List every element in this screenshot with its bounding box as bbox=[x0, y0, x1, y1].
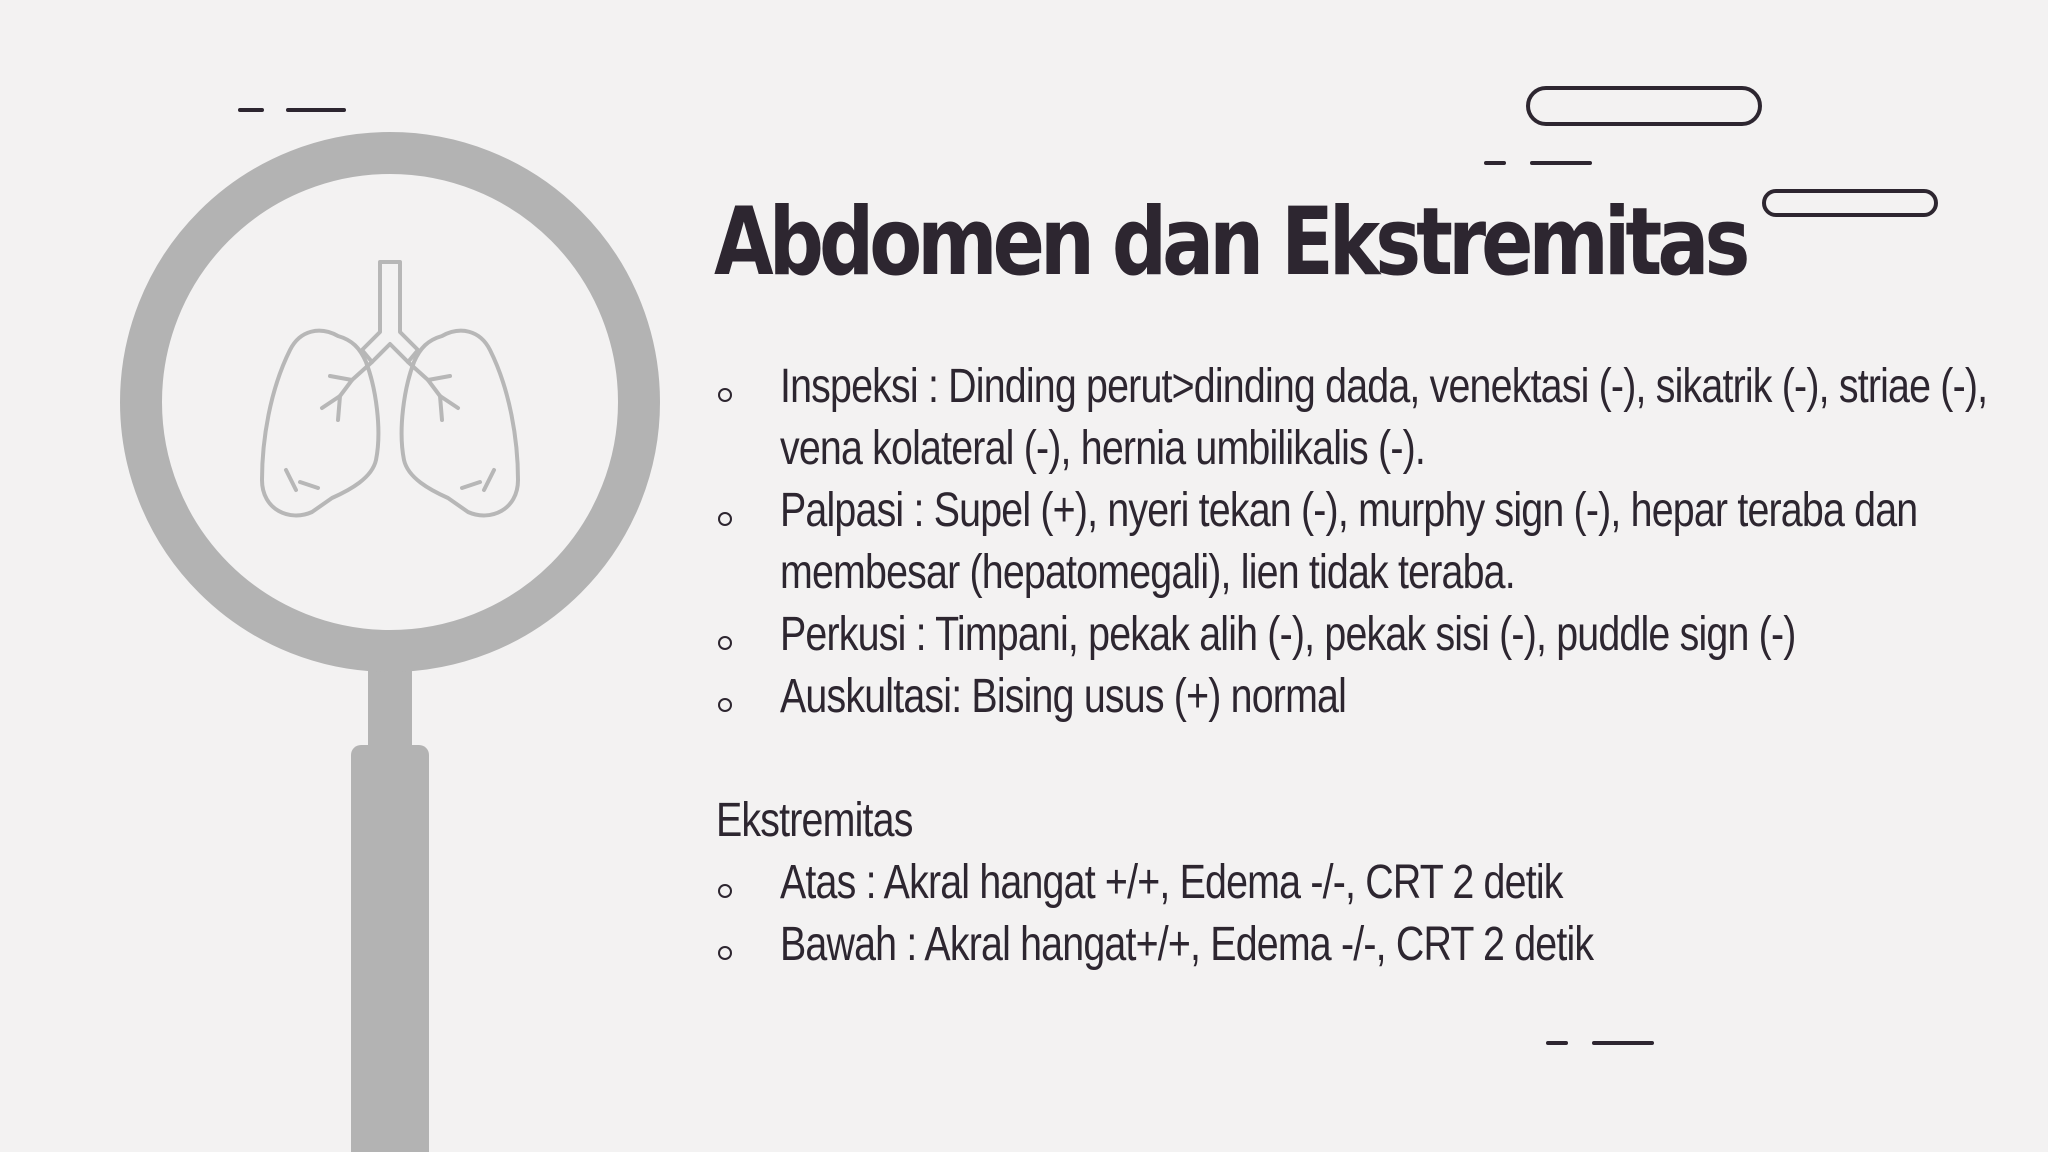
list-item-text: Auskultasi: Bising usus (+) normal bbox=[780, 670, 1347, 723]
section-heading-ekstremitas: Ekstremitas bbox=[716, 794, 913, 847]
bullet-icon bbox=[718, 636, 732, 650]
bullet-icon bbox=[718, 512, 732, 526]
list-item-text: Inspeksi : Dinding perut>dinding dada, venektasi (-), sikatrik (-), striae (-), vena kolateral (-), hernia umbilikalis (-). bbox=[780, 360, 1988, 475]
list-item-bawah bbox=[716, 914, 2016, 976]
ekstremitas-list bbox=[716, 852, 2016, 976]
list-item-text: Bawah : Akral hangat+/+, Edema -/-, CRT 2 detik bbox=[780, 918, 1594, 971]
bullet-icon bbox=[718, 698, 732, 712]
bullet-icon bbox=[718, 884, 732, 898]
list-item-perkusi bbox=[716, 604, 2016, 666]
list-item-atas bbox=[716, 852, 2016, 914]
bullet-icon bbox=[718, 388, 732, 402]
slide-content bbox=[716, 356, 2016, 976]
list-item-text: Atas : Akral hangat +/+, Edema -/-, CRT 2 detik bbox=[780, 856, 1563, 909]
list-item-palpasi bbox=[716, 480, 2016, 604]
list-item-text: Palpasi : Supel (+), nyeri tekan (-), murphy sign (-), hepar teraba dan membesar (hepatomegali), lien tidak teraba. bbox=[780, 484, 1918, 599]
abdomen-list bbox=[716, 356, 2016, 728]
list-item-auskultasi bbox=[716, 666, 2016, 728]
list-item-inspeksi bbox=[716, 356, 2016, 480]
slide-title: Abdomen dan Ekstremitas bbox=[714, 188, 1746, 297]
magnifying-glass-lungs-icon bbox=[0, 0, 720, 1152]
bullet-icon bbox=[718, 946, 732, 960]
list-item-text: Perkusi : Timpani, pekak alih (-), pekak sisi (-), puddle sign (-) bbox=[780, 608, 1796, 661]
